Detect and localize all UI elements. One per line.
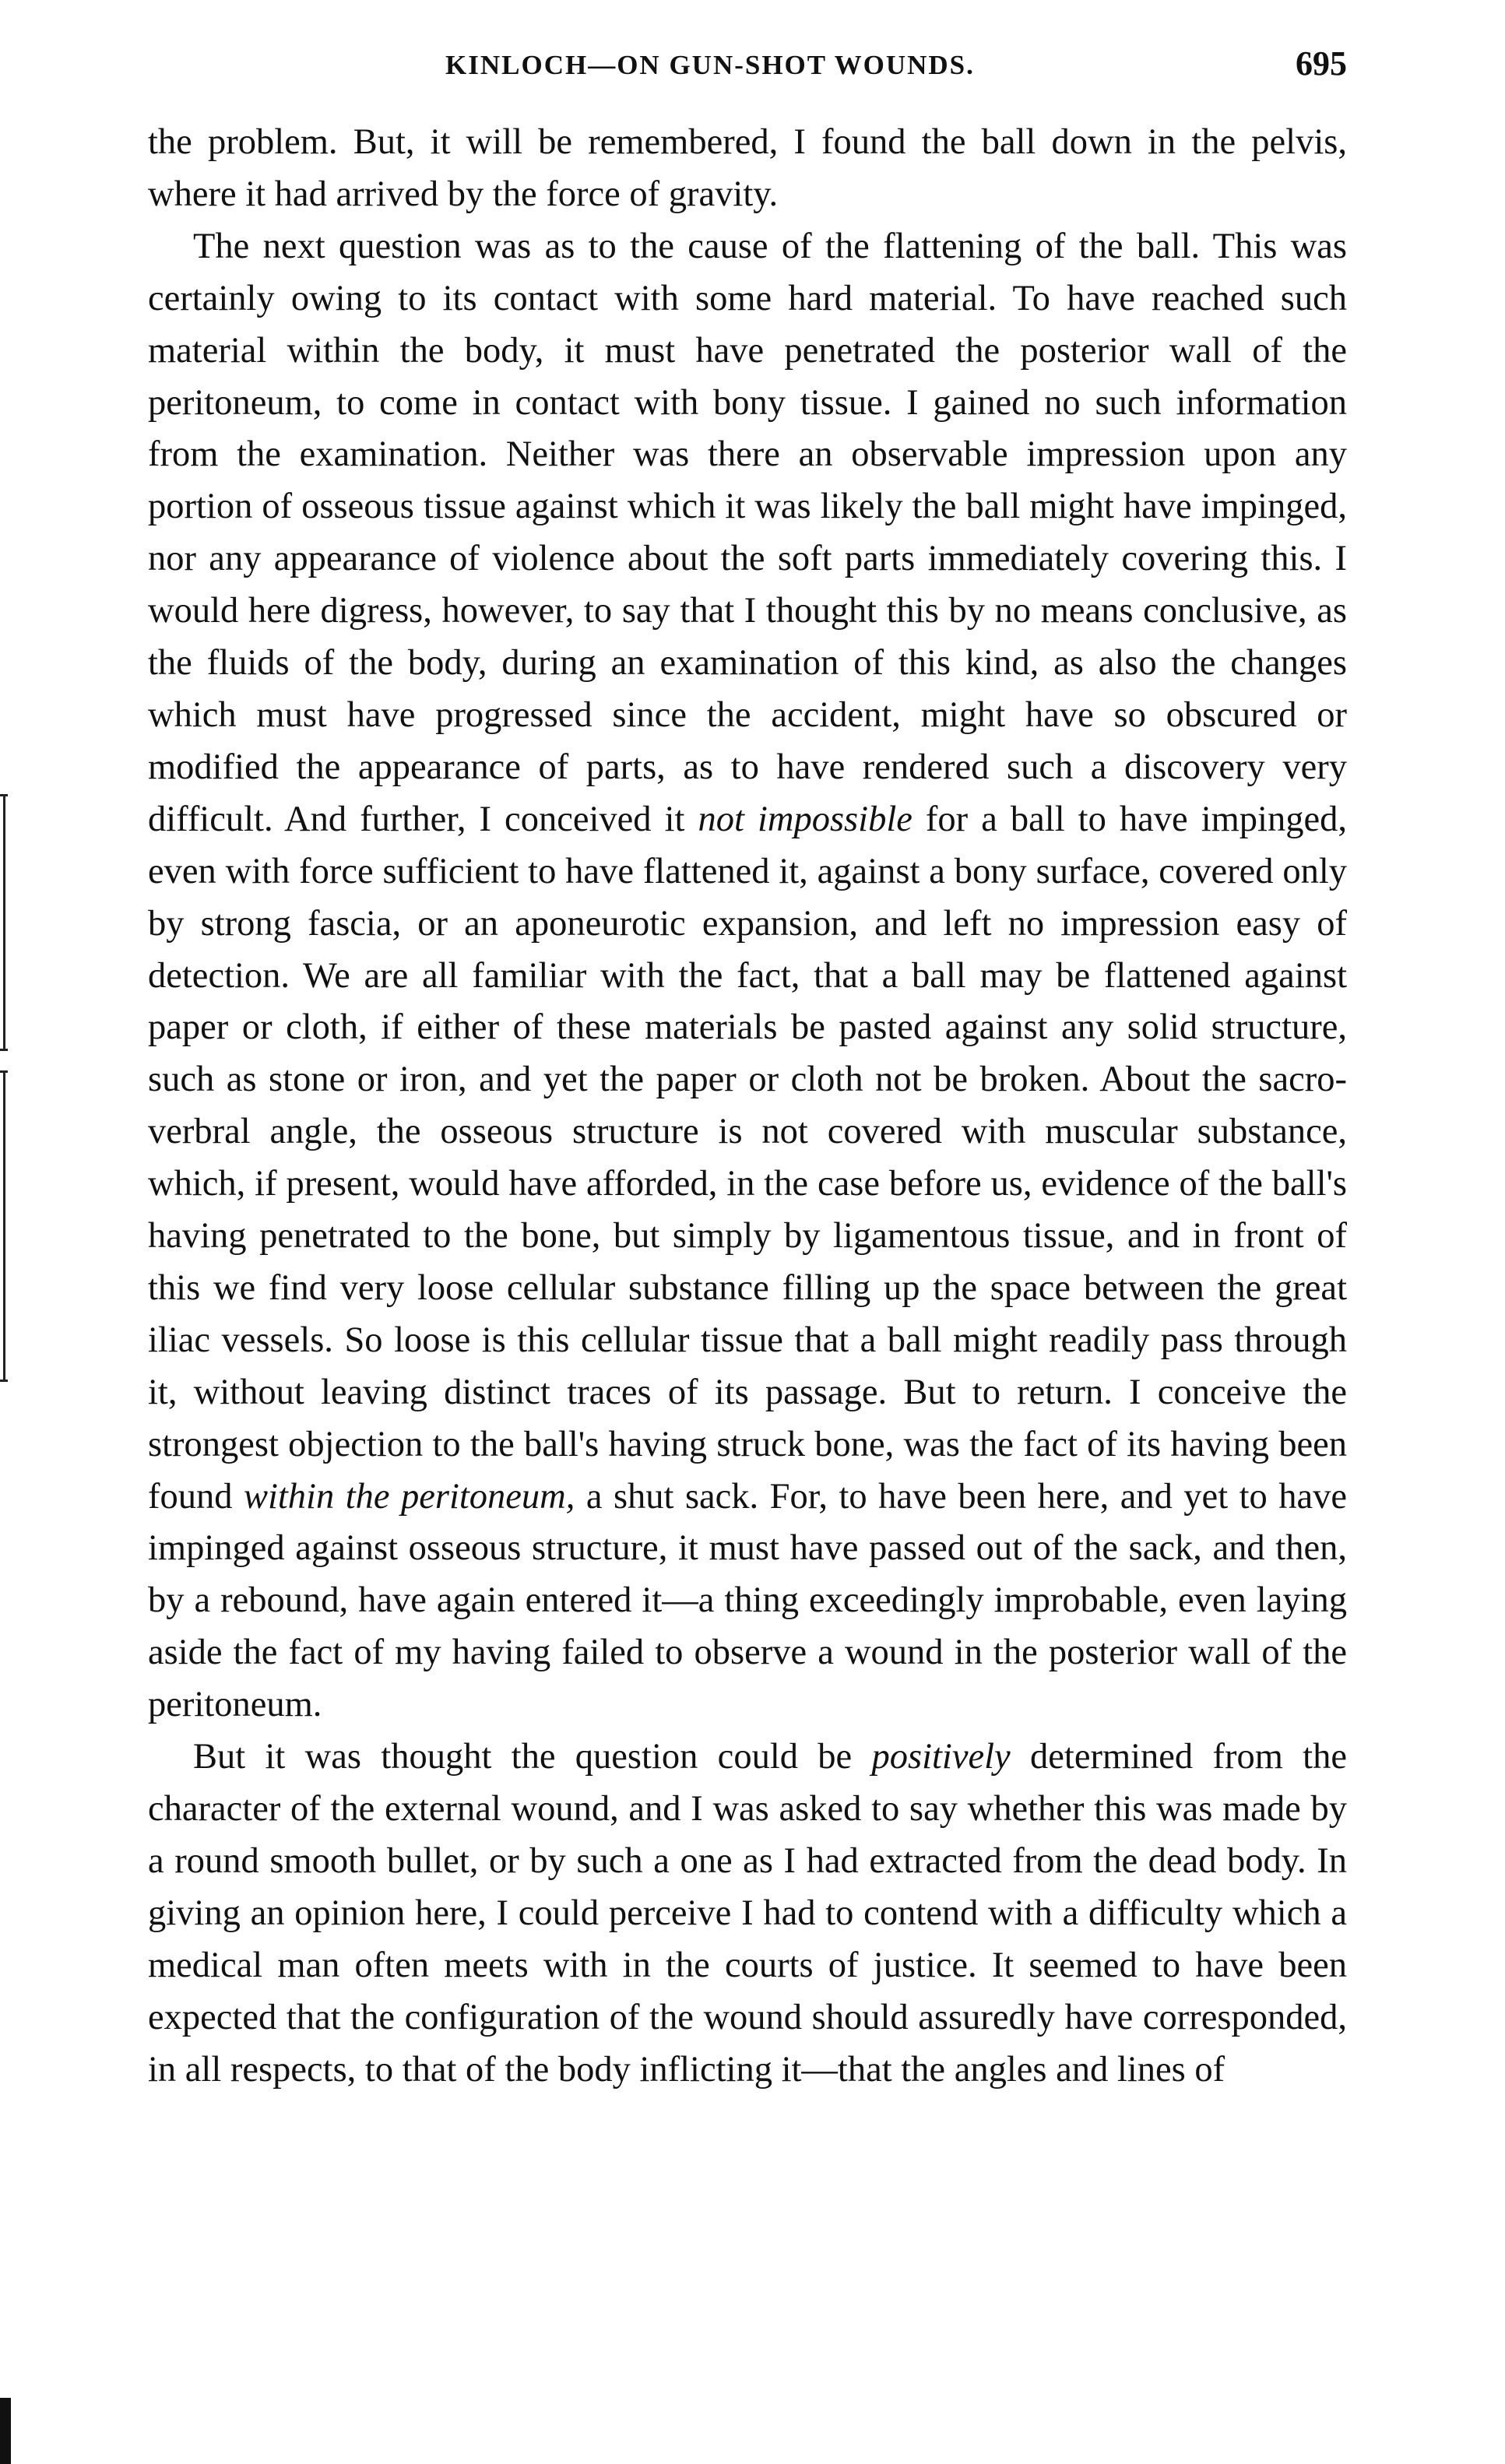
margin-tick xyxy=(0,1049,8,1051)
paragraph-text: a shut sack. For, to have been here, and yet to have impinged against osseous structure, it must have passed out of the sack, and then, by a rebound, have again entered it—a thing exceedingly improbable, even laying aside the fact of my having failed to observe a wound in the posterior wall of the peritoneum. xyxy=(148,1476,1347,1725)
paragraph-text: The next question was as to the cause of the flattening of the ball. This was certainly owing to its contact with some hard material. To have reached such material within the body, it must have penetrated the posterior wall of the peritoneum, to come in contact with bony tissue. I gained no such information from the examination. Neither was there an observable impression upon any portion of osseous tissue against which it was likely the ball might have impinged, nor any appearance of violence about the soft parts immediately covering this. I would here digress, however, to say that I thought this by no means conclusive, as the fluids of the body, during an examination of this kind, as also the changes which must have progressed since the accident, might have so obscured or modified the appearance of parts, as to have rendered such a discovery very difficult. And further, I conceived it xyxy=(148,226,1347,839)
margin-tick xyxy=(0,1380,8,1382)
page-header xyxy=(148,44,1347,98)
paragraph xyxy=(148,221,1347,1731)
margin-tick xyxy=(0,1070,8,1073)
margin-rule xyxy=(3,1070,5,1382)
running-head: KINLOCH—ON GUN-SHOT WOUNDS. xyxy=(445,50,975,80)
paragraph-text: for a ball to have impinged, even with force sufficient to have flattened it, against a bony surface, covered only by strong fascia, or an aponeurotic expansion, and left no impression easy of detection. We are all familiar with the fact, that a ball may be flattened against paper or cloth, if either of these materials be pasted against any solid structure, such as stone or iron, and yet the paper or cloth not be broken. About the sacro-verbral angle, the osseous structure is not covered with muscular substance, which, if present, would have afforded, in the case before us, evidence of the ball's having penetrated to the bone, but simply by ligamentous tissue, and in front of this we find very loose cellular substance filling up the space between the great iliac vessels. So loose is this cellular tissue that a ball might readily pass through it, without leaving distinct traces of its passage. But to return. I conceive the strongest objection to the ball's having struck bone, was the fact of its having been found xyxy=(148,799,1347,1517)
page-number: 695 xyxy=(1296,44,1347,83)
italic-text: not impossible xyxy=(698,799,912,839)
italic-text: positively xyxy=(871,1737,1011,1777)
margin-tick xyxy=(0,794,8,796)
paragraph-text: But it was thought the question could be xyxy=(193,1737,872,1777)
scan-edge-mark xyxy=(0,2398,11,2464)
paragraph xyxy=(148,117,1347,221)
paragraph xyxy=(148,1731,1347,2096)
paragraph-text: determined from the character of the external wound, and I was asked to say whether this was made by a round smooth bullet, or by such a one as I had extracted from the dead body. In giving an opinion here, I could perceive I had to contend with a difficulty which a medical man often meets with in the courts of justice. It seemed to have been expected that the configuration of the wound should assuredly have corresponded, in all respects, to that of the body inflicting it—that the angles and lines of xyxy=(148,1737,1347,2090)
body-text xyxy=(148,117,1347,2096)
paragraph-text: the problem. But, it will be remembered, I found the ball down in the pelvis, where it had arrived by the force of gravity. xyxy=(148,122,1347,214)
margin-rule xyxy=(3,794,5,1051)
italic-text: within the peritoneum, xyxy=(243,1476,575,1517)
